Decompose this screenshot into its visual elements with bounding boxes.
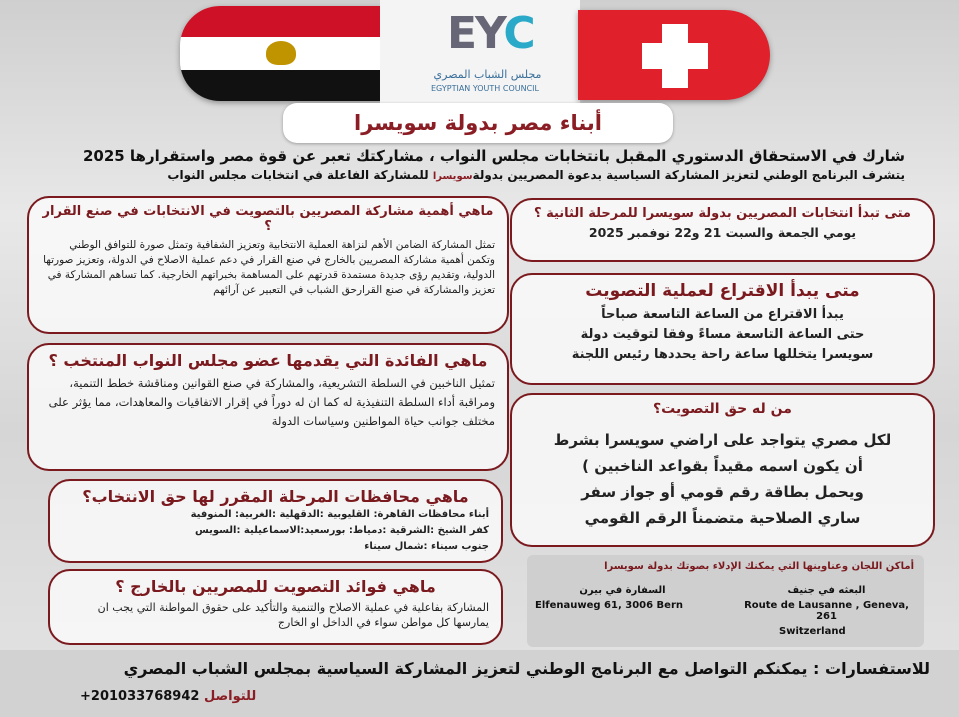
eagle-emblem-icon bbox=[266, 41, 296, 65]
switzerland-flag bbox=[578, 10, 770, 100]
logo-name-en: EGYPTIAN YOUTH COUNCIL bbox=[431, 84, 539, 93]
when-title: متى تبدأ انتخابات المصريين بدولة سويسرا للمرحلة الثانية ؟ bbox=[534, 206, 911, 221]
voting-start-card bbox=[510, 273, 935, 385]
geneva-address-1: Route de Lausanne , Geneva, 261 bbox=[744, 600, 909, 622]
geneva-label: البعثه في جنيف bbox=[787, 585, 866, 596]
inquiries-text: للاستفسارات : يمكنكم التواصل مع البرنامج الوطني لتعزيز المشاركة السياسية بمجلس الشباب المصري bbox=[123, 659, 930, 678]
governorates-line-1: أبناء محافظات القاهرة: القليوبية :الدقهلية :الغربية: المنوفية bbox=[190, 509, 489, 520]
voting-start-title: متى يبدأ الاقتراع لعملية التصويت bbox=[585, 281, 860, 301]
benefit-body: تمثيل الناخبين في السلطة التشريعية، والمشاركة في صنع القوانين ومناقشة خطط التنمية، ومراقبة أداء السلطة التنفيذية له كما ان له دوراً في إقرار الاتفاقيات والمعاهدات، مما يؤثر على مختلف جوانب حياة المواطنين وسياسات الدولة bbox=[48, 376, 495, 428]
abroad-title: ماهي فوائد التصويت للمصريين بالخارج ؟ bbox=[115, 577, 436, 596]
intro-text bbox=[60, 146, 905, 186]
geneva-address-2: Switzerland bbox=[779, 626, 846, 637]
governorates-line-2: كفر الشيخ :الشرقية :دمياط: بورسعيد:الاسماعيلية :السويس bbox=[194, 525, 489, 536]
abroad-body: المشاركة بفاعلية في عملية الاصلاح والتنمية والتأكيد على حقوق المواطنة التي يجب ان يمارسها كل مواطن سواء في الداخل او الخارج bbox=[97, 601, 489, 629]
when-card bbox=[510, 198, 935, 262]
voting-start-line-2: حتى الساعة التاسعة مساءً وفقا لتوقيت دولة bbox=[580, 327, 865, 342]
intro-line-1: شارك في الاستحقاق الدستوري المقبل بانتخابات مجلس النواب ، مشاركتك تعبر عن قوة مصر واستقرارها 2025 bbox=[82, 147, 905, 165]
bern-address: Elfenauweg 61, 3006 Bern bbox=[535, 600, 684, 611]
voting-start-line-3: سويسرا يتخللها ساعة راحة يحددها رئيس اللجنة bbox=[571, 347, 874, 362]
eligibility-line-1: لكل مصري يتواجد على اراضي سويسرا بشرط bbox=[553, 431, 892, 449]
governorates-card bbox=[48, 479, 503, 563]
page-title: أبناء مصر بدولة سويسرا bbox=[283, 103, 673, 143]
egypt-flag bbox=[180, 6, 385, 101]
importance-card bbox=[27, 196, 509, 334]
eligibility-line-4: ساري الصلاحية متضمناً الرقم القومي bbox=[584, 509, 861, 527]
geneva-mission bbox=[739, 585, 914, 637]
intro-line-2: يتشرف البرنامج الوطني لتعزيز المشاركة السياسية بدعوة المصريين بدولةسويسرا للمشاركة الفاعلة في انتخابات مجلس النواب bbox=[167, 168, 905, 182]
importance-title: ماهي أهمية مشاركة المصريين بالتصويت في الانتخابات في صنع القرار ؟ bbox=[42, 204, 494, 234]
benefit-card bbox=[27, 343, 509, 471]
bern-embassy bbox=[535, 585, 710, 611]
polling-places-title: أماكن اللجان وعناوينها التي يمكنك الإدلاء بصوتك بدولة سويسرا bbox=[604, 561, 914, 572]
governorates-line-3: جنوب سيناء :شمال سيناء bbox=[364, 541, 489, 552]
bern-label: السفارة في بيرن bbox=[579, 585, 666, 596]
governorates-title: ماهي محافظات المرحلة المقرر لها حق الانتخاب؟ bbox=[82, 487, 469, 506]
importance-body: تمثل المشاركة الضامن الأهم لنزاهة العملية الانتخابية وتعزيز الشفافية وتمثل صورة للتوافق الوطني وتكمن أهمية مشاركة المصريين بالخارج في صنع القرار في دعم عملية الاصلاح في الدولة، وتعزيز صورتها الدولية، وتقديم رؤى جديدة مستمدة قدرتهم على المساهمة بخبراتهم الخارجية. كما تساهم المشاركة في تعزيز والمشاركة في صنع القرارحق الشباب في التعبير عن آرائهم bbox=[43, 239, 495, 296]
voting-start-line-1: يبدأ الاقتراع من الساعة التاسعة صباحاً bbox=[601, 307, 844, 322]
eligibility-card bbox=[510, 393, 935, 547]
abroad-benefits-card bbox=[48, 569, 503, 645]
contact-line bbox=[80, 689, 380, 704]
eyc-logo: EYC bbox=[447, 8, 534, 59]
eligibility-line-2: أن يكون اسمه مقيداً بقواعد الناخبين ) bbox=[582, 457, 863, 475]
logo-name-ar: مجلس الشباب المصري bbox=[433, 68, 542, 81]
polling-places bbox=[527, 555, 924, 647]
phone-number: +201033768942 bbox=[80, 689, 200, 704]
eligibility-title: من له حق التصويت؟ bbox=[653, 401, 792, 417]
contact-label: للتواصل bbox=[203, 689, 257, 704]
benefit-title: ماهي الفائدة التي يقدمها عضو مجلس النواب المنتخب ؟ bbox=[48, 351, 488, 370]
eligibility-line-3: ويحمل بطاقة رقم قومي أو جواز سفر bbox=[581, 483, 864, 501]
when-body: يومي الجمعة والسبت 21 و22 نوفمبر 2025 bbox=[588, 225, 857, 240]
